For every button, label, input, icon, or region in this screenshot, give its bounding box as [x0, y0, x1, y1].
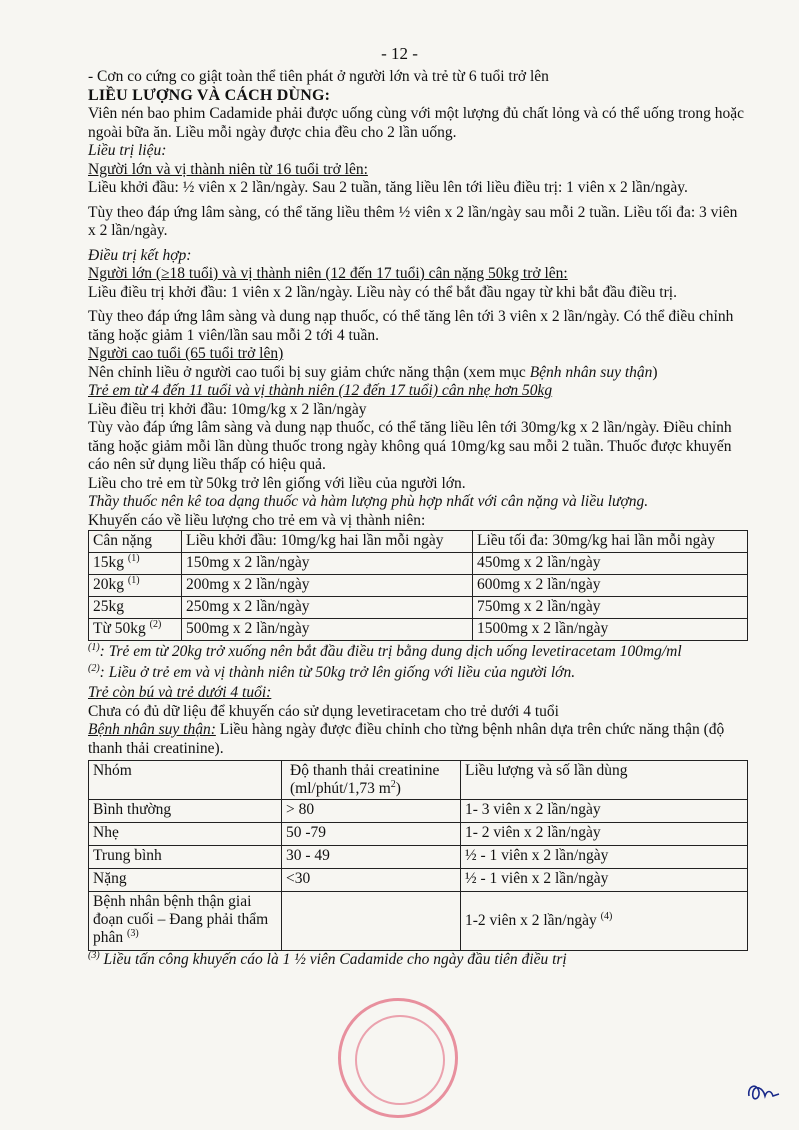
- text: (3): [88, 949, 100, 961]
- table-cell: Nhẹ: [89, 823, 282, 846]
- text: Độ thanh thải creatinine (ml/phút/1,73 m: [290, 762, 440, 797]
- table-header: Liều tối đa: 30mg/kg hai lần mỗi ngày: [473, 531, 748, 553]
- document-body: [88, 68, 748, 970]
- text: 2: [390, 778, 396, 790]
- text: 1-2 viên x 2 lần/ngày: [465, 912, 597, 929]
- signature-mark: [745, 1078, 781, 1108]
- text: Liều tấn công khuyến cáo là 1 ½ viên Cadamide cho ngày đầu tiên điều trị: [99, 951, 567, 968]
- table-header: Cân nặng: [89, 531, 182, 553]
- text: : Trẻ em từ 20kg trở xuống nên bắt đầu điều trị bằng dung dịch uống levetiracetam 100mg/ml: [99, 643, 682, 660]
- table-cell: [461, 892, 748, 951]
- table-header: Liều khởi đầu: 10mg/kg hai lần mỗi ngày: [182, 531, 473, 553]
- text: (4): [600, 910, 613, 922]
- company-seal-stamp: [338, 998, 458, 1118]
- paragraph: [88, 721, 748, 758]
- subheading: Trẻ còn bú và trẻ dưới 4 tuổi:: [88, 684, 272, 701]
- subheading: Trẻ em từ 4 đến 11 tuổi và vị thành niên (12 đến 17 tuổi) cân nhẹ hơn 50kg: [88, 382, 553, 399]
- table-cell: [89, 575, 182, 597]
- paragraph: Khuyến cáo về liều lượng cho trẻ em và vị thành niên:: [88, 511, 426, 529]
- table-row: [89, 823, 748, 846]
- table-row: [89, 575, 748, 597]
- table-header: [282, 761, 461, 800]
- table-cell: 25kg: [89, 597, 182, 619]
- table-cell: <30: [282, 869, 461, 892]
- paragraph: Liều khởi đầu: ½ viên x 2 lần/ngày. Sau 2 tuần, tăng liều lên tới liều điều trị: 1 viên x 2 lần/ngày.: [88, 179, 688, 196]
- table-cell: [89, 619, 182, 641]
- text: Bệnh nhân suy thận: [529, 363, 653, 381]
- table-header-row: [89, 531, 748, 553]
- table-row: [89, 619, 748, 641]
- renal-dose-table: [88, 760, 748, 951]
- table-row: [89, 869, 748, 892]
- seal-inner-ring: [355, 1015, 445, 1105]
- paragraph: Tùy theo đáp ứng lâm sàng, có thể tăng liều thêm ½ viên x 2 lần/ngày sau mỗi 2 tuần. Liều tối đa: 3 viên x 2 lần/ngày.: [88, 203, 738, 239]
- table-header: Liều lượng và số lần dùng: [461, 761, 748, 800]
- table-row: [89, 892, 748, 951]
- table-cell: 1- 2 viên x 2 lần/ngày: [461, 823, 748, 846]
- table-row: [89, 553, 748, 575]
- table-header: Nhóm: [89, 761, 282, 800]
- table-cell: [89, 892, 282, 951]
- table-cell: 1500mg x 2 lần/ngày: [473, 619, 748, 641]
- table-cell: 600mg x 2 lần/ngày: [473, 575, 748, 597]
- table-cell: Trung bình: [89, 846, 282, 869]
- table-cell: [89, 553, 182, 575]
- table-cell: 50 -79: [282, 823, 461, 846]
- text: Nên chỉnh liều ở người cao tuổi bị suy giảm chức năng thận (xem mục: [88, 363, 530, 381]
- text: (1): [88, 641, 100, 653]
- table-cell: 500mg x 2 lần/ngày: [182, 619, 473, 641]
- paragraph: Liều điều trị khởi đầu: 1 viên x 2 lần/ngày. Liều này có thể bắt đầu ngay từ khi bắt đầu điều trị.: [88, 283, 677, 301]
- table-cell: 750mg x 2 lần/ngày: [473, 597, 748, 619]
- table-cell: ½ - 1 viên x 2 lần/ngày: [461, 846, 748, 869]
- paragraph: [88, 364, 748, 383]
- table-header-row: [89, 761, 748, 800]
- subheading: Liều trị liệu:: [88, 142, 167, 159]
- table-row: [89, 800, 748, 823]
- text: (2): [149, 618, 162, 630]
- footnote: [88, 643, 748, 662]
- text: Bệnh nhân suy thận:: [88, 721, 216, 738]
- text: (1): [127, 552, 140, 564]
- indication-line: - Cơn co cứng co giật toàn thể tiên phát ở người lớn và trẻ từ 6 tuổi trở lên: [88, 68, 549, 85]
- paragraph: Liều điều trị khởi đầu: 10mg/kg x 2 lần/ngày: [88, 400, 367, 418]
- text: (3): [127, 927, 139, 939]
- subheading: Điều trị kết hợp:: [88, 246, 192, 264]
- table-cell: Bình thường: [89, 800, 282, 823]
- table-cell: > 80: [282, 800, 461, 823]
- text: Từ 50kg: [93, 620, 146, 637]
- section-heading: LIỀU LƯỢNG VÀ CÁCH DÙNG:: [88, 86, 331, 104]
- subheading: Người cao tuổi (65 tuổi trở lên): [88, 345, 284, 362]
- table-row: [89, 597, 748, 619]
- page-number: - 12 -: [381, 44, 418, 63]
- paragraph: Liều cho trẻ em từ 50kg trở lên giống với liều của người lớn.: [88, 474, 466, 492]
- table-row: [89, 846, 748, 869]
- subheading: Người lớn (≥18 tuổi) và vị thành niên (12 đến 17 tuổi) cân nặng 50kg trở lên:: [88, 265, 568, 282]
- text: (2): [88, 662, 100, 674]
- table-cell: Nặng: [89, 869, 282, 892]
- table-cell: ½ - 1 viên x 2 lần/ngày: [461, 869, 748, 892]
- table-cell: 250mg x 2 lần/ngày: [182, 597, 473, 619]
- subheading: Người lớn và vị thành niên từ 16 tuổi trở lên:: [88, 160, 368, 178]
- paragraph: Chưa có đủ dữ liệu để khuyến cáo sử dụng levetiracetam cho trẻ dưới 4 tuổi: [88, 702, 559, 720]
- paragraph: Viên nén bao phim Cadamide phải được uống cùng với một lượng đủ chất lỏng và có thể uống trong hoặc ngoài bữa ăn. Liều mỗi ngày được chia đều cho 2 lần uống.: [88, 105, 745, 141]
- footnote: [88, 951, 748, 970]
- text: ): [652, 363, 658, 381]
- table-cell: 150mg x 2 lần/ngày: [182, 553, 473, 575]
- paragraph: Thầy thuốc nên kê toa dạng thuốc và hàm lượng phù hợp nhất với cân nặng và liều lượng.: [88, 493, 649, 510]
- text: Bệnh nhân bệnh thận giai đoạn cuối – Đang phải thẩm phân: [93, 893, 269, 946]
- paragraph: Tùy vào đáp ứng lâm sàng và dung nạp thuốc, có thể tăng liều lên tới 30mg/kg x 2 lần/ngày. Điều chỉnh tăng hoặc giảm mỗi lần dùng thuốc trong ngày không quá 10mg/kg sau mỗi 2 tuần. Thuốc được khuyến cáo nên sử dụng liều thấp có hiệu quả.: [88, 419, 732, 473]
- footnote: [88, 664, 748, 683]
- table-cell: 1- 3 viên x 2 lần/ngày: [461, 800, 748, 823]
- table-cell: 200mg x 2 lần/ngày: [182, 575, 473, 597]
- table-cell: [282, 892, 461, 951]
- text: (1): [127, 574, 140, 586]
- paragraph: Tùy theo đáp ứng lâm sàng và dung nạp thuốc, có thể tăng lên tới 3 viên x 2 lần/ngày. Có thể điều chỉnh tăng hoặc giảm 1 viên/lần sau mỗi 2 tới 4 tuần.: [88, 308, 734, 344]
- table-cell: 30 - 49: [282, 846, 461, 869]
- pediatric-dose-table: [88, 530, 748, 641]
- text: 20kg: [93, 576, 124, 593]
- table-cell: 450mg x 2 lần/ngày: [473, 553, 748, 575]
- text: ): [395, 780, 401, 797]
- text: 15kg: [93, 554, 124, 571]
- text: Liều hàng ngày được điều chỉnh cho từng bệnh nhân dựa trên chức năng thận (độ thanh thải creatinine).: [88, 721, 725, 757]
- text: : Liều ở trẻ em và vị thành niên từ 50kg trở lên giống với liều của người lớn.: [99, 663, 576, 681]
